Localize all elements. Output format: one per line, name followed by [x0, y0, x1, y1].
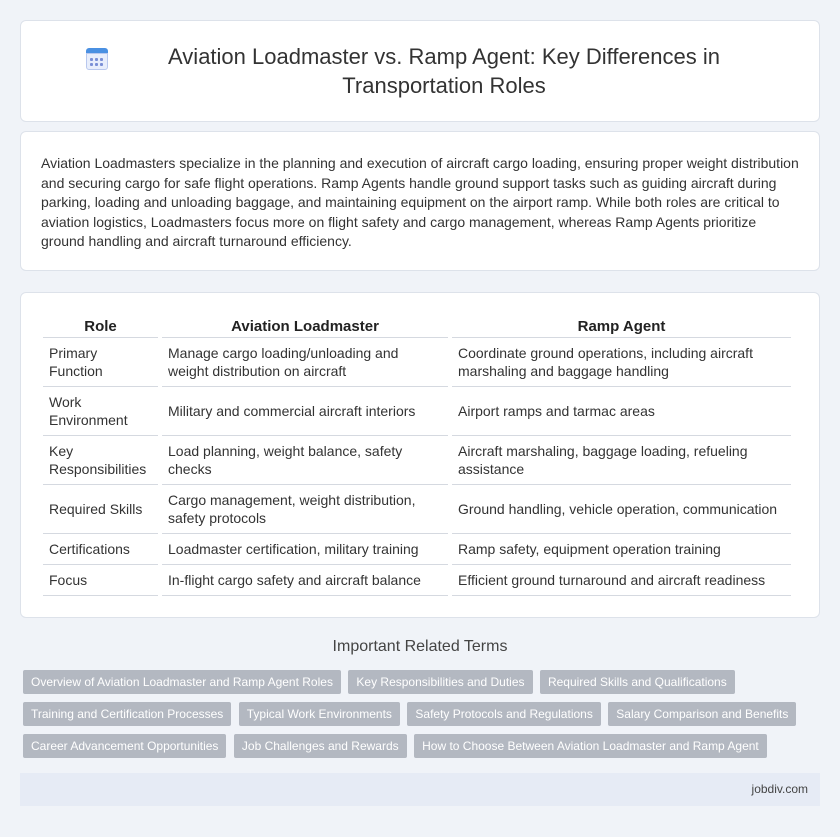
column-header-loadmaster: Aviation Loadmaster: [162, 317, 448, 338]
comparison-table: [39, 317, 795, 596]
column-header-role: Role: [43, 317, 158, 338]
related-term-tag[interactable]: Required Skills and Qualifications: [540, 670, 735, 694]
ramp-agent-cell: Efficient ground turnaround and aircraft readiness: [452, 565, 791, 596]
table-row: [43, 485, 791, 534]
related-terms-tags: [23, 670, 823, 766]
loadmaster-cell: Cargo management, weight distribution, safety protocols: [162, 485, 448, 534]
loadmaster-cell: In-flight cargo safety and aircraft balance: [162, 565, 448, 596]
footer-site-link[interactable]: jobdiv.com: [751, 782, 808, 796]
related-terms-heading: Important Related Terms: [332, 638, 508, 655]
page-title: Aviation Loadmaster vs. Ramp Agent: Key Differences in Transportation Roles: [168, 44, 720, 98]
table-header-row: [43, 317, 791, 338]
row-label: Work Environment: [43, 387, 158, 436]
footer: [20, 773, 820, 806]
comparison-card: [20, 292, 820, 618]
related-term-tag[interactable]: Safety Protocols and Regulations: [407, 702, 600, 726]
related-term-tag[interactable]: How to Choose Between Aviation Loadmaster and Ramp Agent: [414, 734, 767, 758]
intro-paragraph: Aviation Loadmasters specialize in the planning and execution of aircraft cargo loading, ensuring proper weight distribution and securing cargo for safe flight operations. Ramp Agents handle ground support tasks such as guiding aircraft during parking, loading and unloading baggage, and maintaining equipment on the airport ramp. While both roles are critical to aviation logistics, Loadmasters focus more on flight safety and cargo management, whereas Ramp Agents prioritize ground handling and aircraft turnaround efficiency.: [41, 155, 799, 250]
title-card: [20, 20, 820, 122]
related-term-tag[interactable]: Career Advancement Opportunities: [23, 734, 226, 758]
related-term-tag[interactable]: Key Responsibilities and Duties: [348, 670, 532, 694]
related-term-tag[interactable]: Training and Certification Processes: [23, 702, 231, 726]
row-label: Focus: [43, 565, 158, 596]
related-term-tag[interactable]: Overview of Aviation Loadmaster and Ramp Agent Roles: [23, 670, 341, 694]
related-term-tag[interactable]: Job Challenges and Rewards: [234, 734, 407, 758]
row-label: Primary Function: [43, 338, 158, 387]
ramp-agent-cell: Airport ramps and tarmac areas: [452, 387, 791, 436]
ramp-agent-cell: Aircraft marshaling, baggage loading, refueling assistance: [452, 436, 791, 485]
ramp-agent-cell: Ramp safety, equipment operation training: [452, 534, 791, 565]
loadmaster-cell: Loadmaster certification, military training: [162, 534, 448, 565]
loadmaster-cell: Load planning, weight balance, safety checks: [162, 436, 448, 485]
column-header-ramp-agent: Ramp Agent: [452, 317, 791, 338]
row-label: Key Responsibilities: [43, 436, 158, 485]
intro-card: [20, 131, 820, 271]
loadmaster-cell: Manage cargo loading/unloading and weight distribution on aircraft: [162, 338, 448, 387]
row-label: Certifications: [43, 534, 158, 565]
ramp-agent-cell: Coordinate ground operations, including aircraft marshaling and baggage handling: [452, 338, 791, 387]
related-term-tag[interactable]: Typical Work Environments: [239, 702, 400, 726]
row-label: Required Skills: [43, 485, 158, 534]
table-row: [43, 338, 791, 387]
related-term-tag[interactable]: Salary Comparison and Benefits: [608, 702, 796, 726]
calendar-icon: [86, 48, 108, 70]
table-row: [43, 387, 791, 436]
title-wrap: [86, 42, 754, 100]
table-row: [43, 534, 791, 565]
loadmaster-cell: Military and commercial aircraft interiors: [162, 387, 448, 436]
table-row: [43, 436, 791, 485]
table-row: [43, 565, 791, 596]
ramp-agent-cell: Ground handling, vehicle operation, communication: [452, 485, 791, 534]
